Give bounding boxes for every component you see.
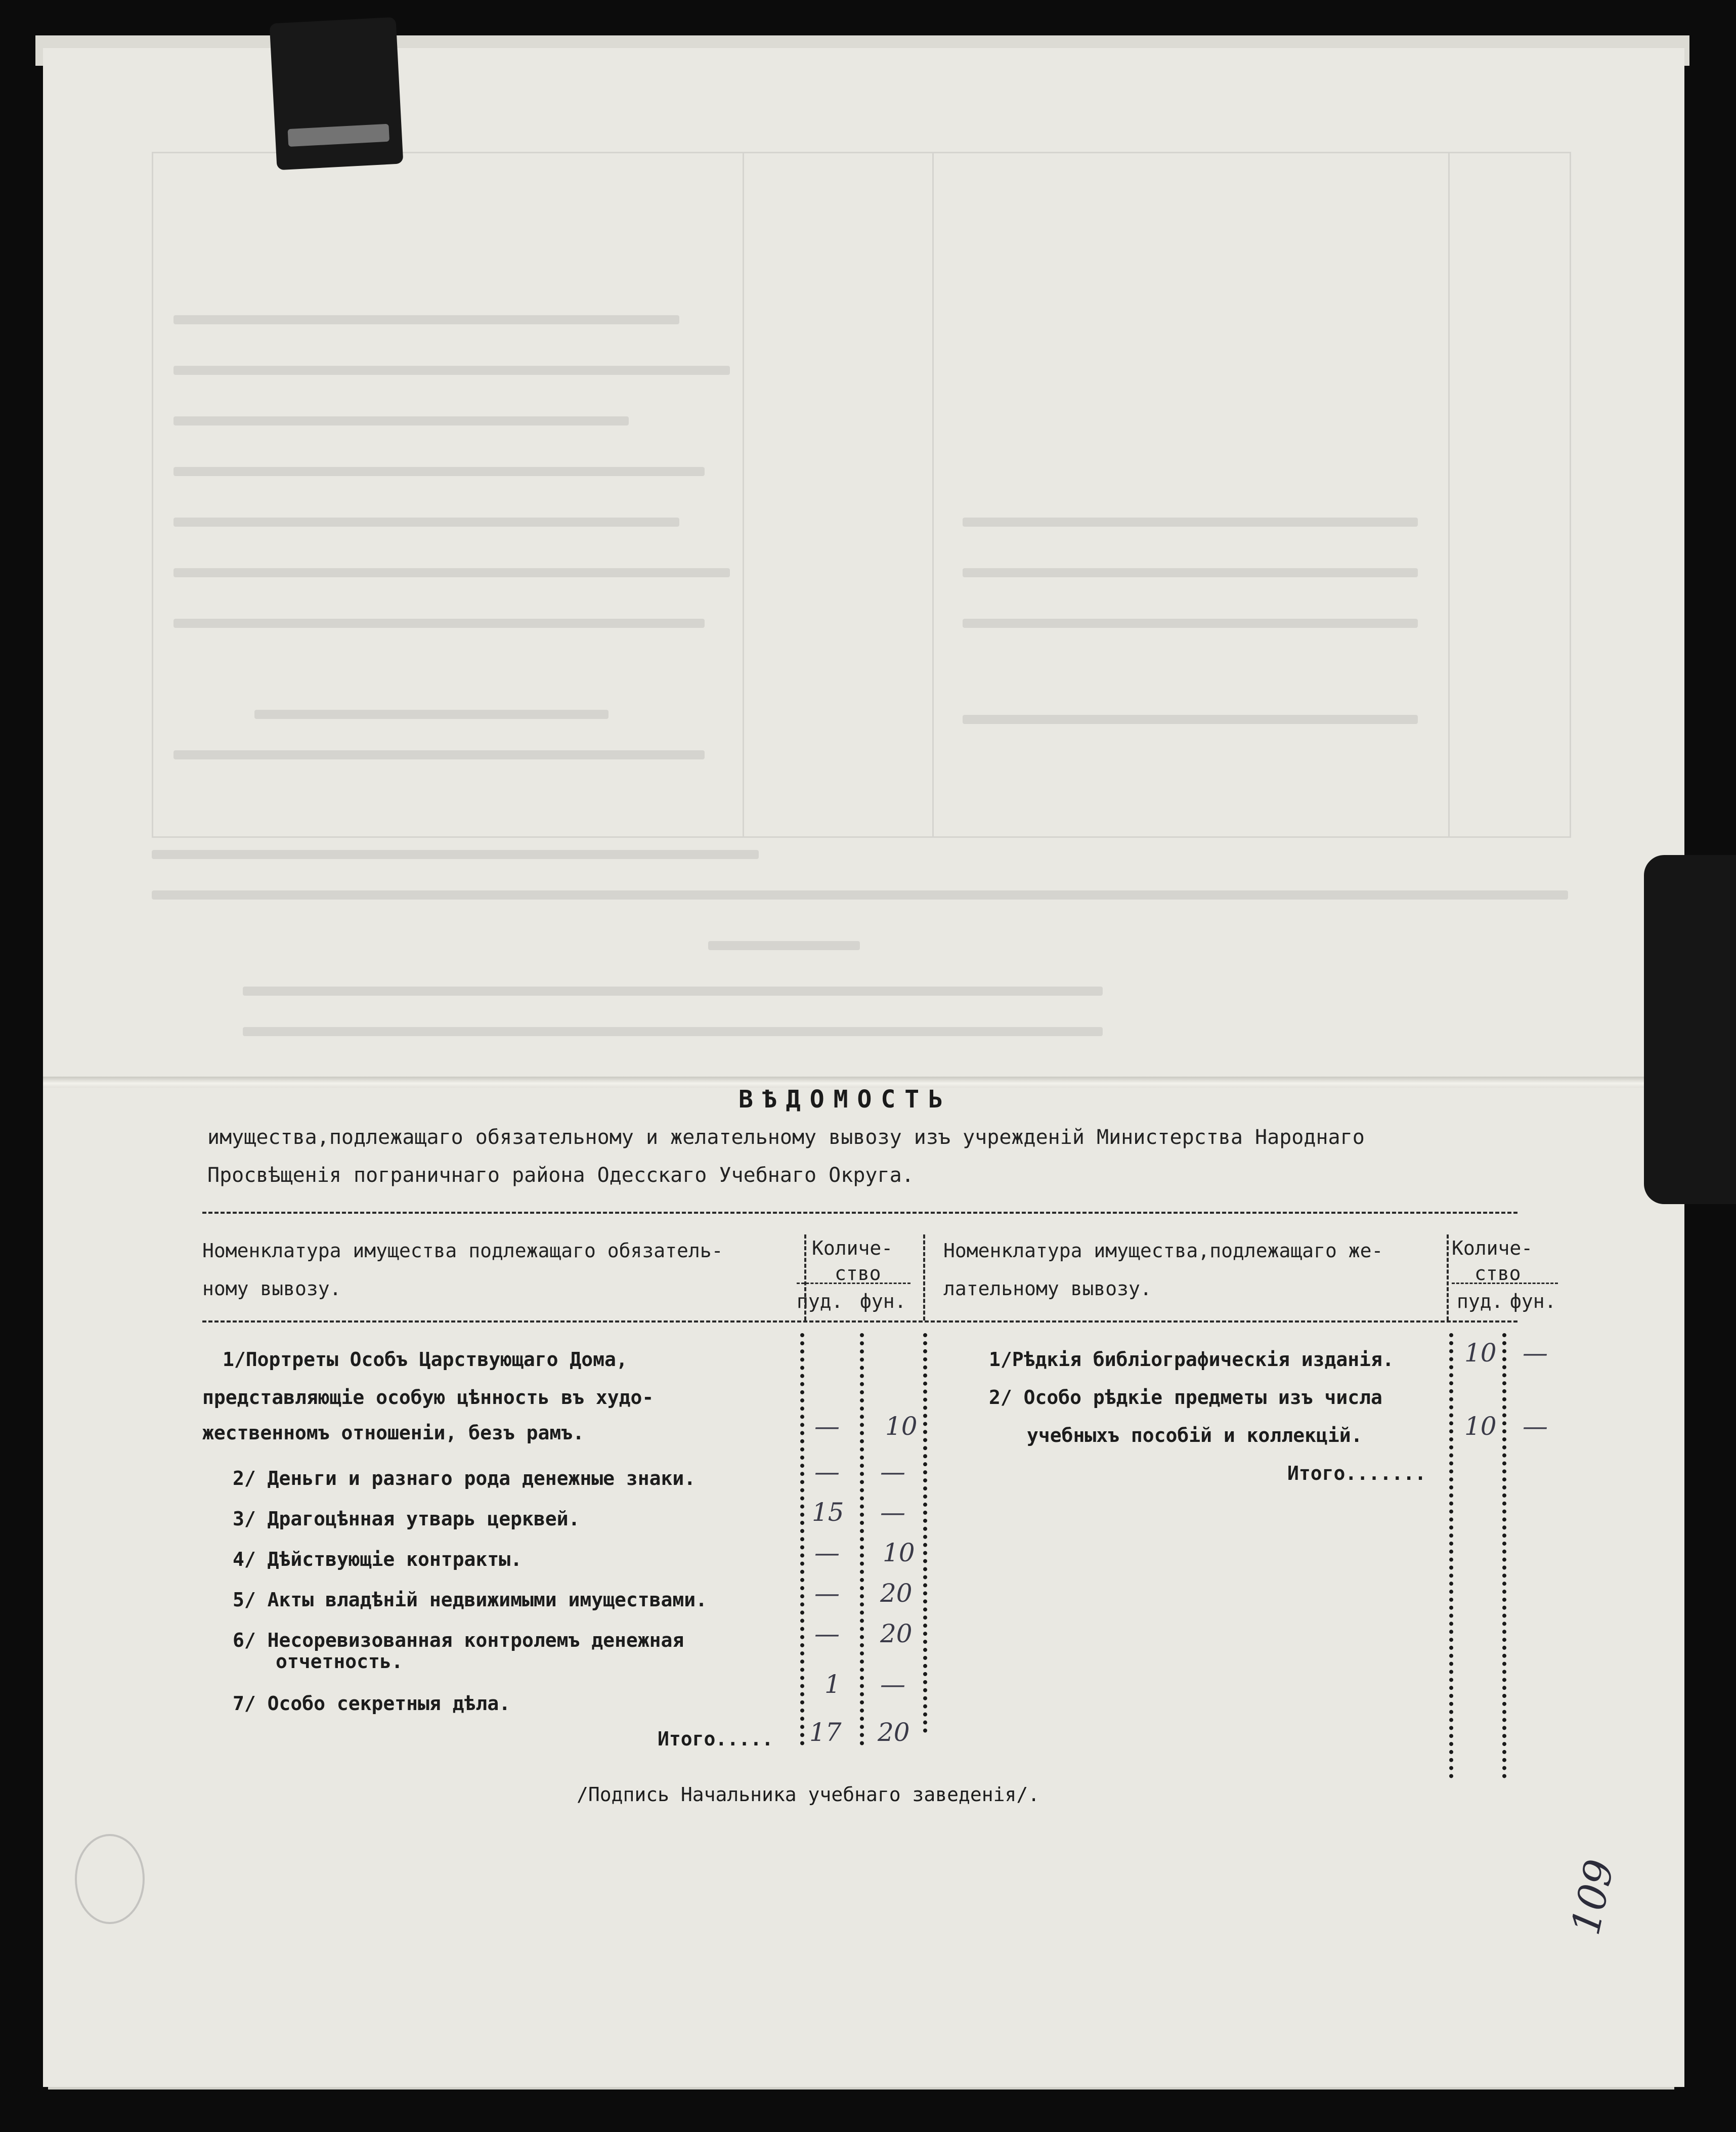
left-row-6: 4/ Дѣйствующіе контракты. xyxy=(233,1548,522,1570)
left-row-10-pud: 1 xyxy=(824,1670,841,1699)
right-qty-header-1: Количе- xyxy=(1452,1237,1533,1259)
column-dots-5 xyxy=(1502,1333,1506,1778)
signature-line: /Подпись Начальника учебнаго заведенія/. xyxy=(577,1783,1040,1806)
left-header-line-2: ному вывозу. xyxy=(202,1277,341,1300)
column-dots-2 xyxy=(860,1333,864,1745)
right-total-label: Итого....... xyxy=(1287,1462,1426,1484)
left-unit-fun: фун. xyxy=(860,1290,906,1312)
right-row-3: учебныхъ пособій и коллекцій. xyxy=(1027,1424,1363,1446)
left-row-5: 3/ Драгоцѣнная утварь церквей. xyxy=(233,1508,580,1530)
right-header-line-1: Номенклатура имущества,подлежащаго же- xyxy=(943,1240,1383,1262)
left-row-5-pud: 15 xyxy=(812,1498,844,1527)
right-unit-fun: фун. xyxy=(1510,1290,1556,1312)
left-row-10: 7/ Особо секретныя дѣла. xyxy=(233,1692,511,1715)
header-separator-c xyxy=(1447,1234,1449,1320)
binder-clip-top xyxy=(270,17,404,170)
left-row-2: представляющіе особую цѣнность въ худо- xyxy=(202,1386,654,1409)
column-dots-1 xyxy=(800,1333,804,1745)
left-row-6-pud: — xyxy=(814,1538,840,1567)
left-row-9: отчетность. xyxy=(276,1650,403,1673)
table-top-rule xyxy=(202,1212,1517,1214)
left-row-8: 6/ Несоревизованная контролемъ денежная xyxy=(233,1629,684,1651)
column-dots-3 xyxy=(923,1333,927,1733)
header-separator-a xyxy=(804,1234,806,1320)
left-row-8-fun: 20 xyxy=(880,1619,913,1648)
right-unit-pud: пуд. xyxy=(1457,1290,1503,1312)
left-total-pud: 17 xyxy=(809,1718,842,1747)
column-dots-4 xyxy=(1449,1333,1453,1778)
left-unit-pud: пуд. xyxy=(797,1290,843,1312)
header-separator-b xyxy=(923,1234,925,1320)
left-row-3-pud: — xyxy=(814,1412,840,1441)
left-total-fun: 20 xyxy=(878,1718,910,1747)
binder-clip-right xyxy=(1644,855,1736,1204)
left-row-3-fun: 10 xyxy=(885,1412,918,1441)
left-row-7-pud: — xyxy=(814,1579,840,1608)
right-qty-header-2: ство xyxy=(1474,1262,1521,1285)
right-row-3-pud: 10 xyxy=(1464,1412,1497,1441)
left-row-10-fun: — xyxy=(880,1670,905,1699)
qty-subheader-rule-left xyxy=(797,1283,910,1284)
right-row-2: 2/ Особо рѣдкіе предметы изъ числа xyxy=(989,1386,1382,1409)
left-header-line-1: Номенклатура имущества подлежащаго обязатель- xyxy=(202,1240,723,1262)
left-row-7: 5/ Акты владѣній недвижимыми имуществами. xyxy=(233,1589,707,1611)
folio-number: 109 xyxy=(1563,1855,1623,1939)
left-total-label: Итого..... xyxy=(658,1728,773,1750)
left-row-3: жественномъ отношеніи, безъ рамъ. xyxy=(202,1422,584,1444)
qty-subheader-rule-right xyxy=(1452,1283,1558,1284)
left-row-7-fun: 20 xyxy=(880,1579,913,1608)
right-row-1: 1/Рѣдкія библіографическія изданія. xyxy=(989,1348,1394,1371)
left-row-8-pud: — xyxy=(814,1619,840,1648)
left-row-4-pud: — xyxy=(814,1457,840,1486)
document-title: ВѢДОМОСТЬ xyxy=(739,1085,952,1114)
right-header-line-2: лательному вывозу. xyxy=(943,1277,1152,1300)
right-row-1-fun: — xyxy=(1523,1338,1548,1368)
left-row-5-fun: — xyxy=(880,1498,905,1527)
right-row-3-fun: — xyxy=(1523,1412,1548,1441)
left-row-4-fun: — xyxy=(880,1457,905,1486)
left-row-6-fun: 10 xyxy=(883,1538,915,1567)
left-qty-header-1: Количе- xyxy=(812,1237,893,1259)
subtitle-line-1: имущества,подлежащаго обязательному и желательному вывозу изъ учрежденій Министерства Народнаго xyxy=(207,1126,1365,1149)
right-row-1-pud: 10 xyxy=(1464,1338,1497,1368)
left-qty-header-2: ство xyxy=(835,1262,881,1285)
left-row-4: 2/ Деньги и разнаго рода денежные знаки. xyxy=(233,1467,696,1489)
faint-stamp xyxy=(75,1834,145,1924)
bleed-through-table xyxy=(152,152,1571,838)
left-row-1: 1/Портреты Особъ Царствующаго Дома, xyxy=(223,1348,628,1371)
table-header-rule xyxy=(202,1320,1517,1323)
subtitle-line-2: Просвѣщенія пограничнаго района Одесскаго Учебнаго Округа. xyxy=(207,1164,914,1187)
